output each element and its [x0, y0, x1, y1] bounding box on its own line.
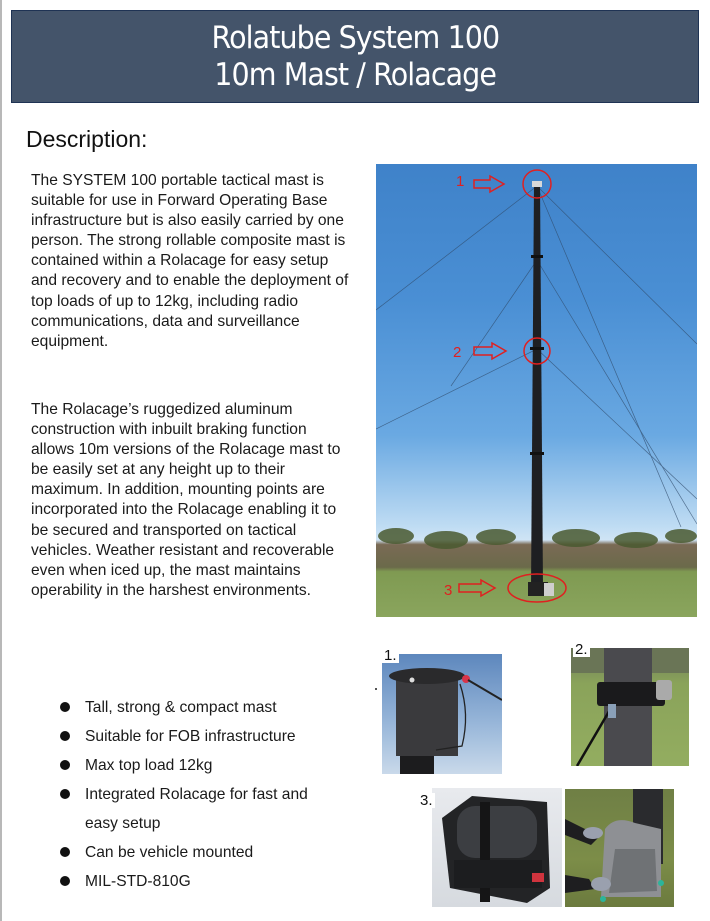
detail-photo-mast-head — [382, 654, 502, 774]
detail-label-2: 2. — [575, 641, 588, 658]
feature-item: Tall, strong & compact mast — [60, 693, 335, 722]
feature-item: Suitable for FOB infrastructure — [60, 722, 335, 751]
detail-photo-guy-collar — [571, 648, 689, 766]
description-paragraph-2: The Rolacage’s ruggedized aluminum construction with inbuilt braking function allows 10m versions of the Rolacage mast to be easily set at any height up to their maximum. In addition, mounting points are incorporated into the Rolacage enabling it to be secured and transported on tactical vehicles. Weather resistant and recoverable even when iced up, the mast maintains operability in the harshest environments. — [31, 401, 341, 599]
page-left-border — [0, 0, 2, 921]
feature-item: Max top load 12kg — [60, 751, 335, 780]
feature-item: Can be vehicle mounted — [60, 838, 335, 867]
description-paragraph-1: The SYSTEM 100 portable tactical mast is suitable for use in Forward Operating Base infrastructure but is also easily carried by one person. The strong rollable composite mast is contained within a Rolacage for easy setup and recovery and to enable the deployment of top loads of up to 12kg, including radio communications, data and surveillance equipment. — [31, 172, 349, 350]
feature-item: MIL-STD-810G — [60, 867, 335, 896]
title-banner — [11, 10, 699, 103]
mast-illustration — [376, 164, 697, 617]
description-heading: Description: — [26, 126, 148, 152]
guy-collar-illustration — [571, 648, 689, 766]
rolacage-setup-illustration — [565, 789, 674, 907]
title-line-1: Rolatube System 100 — [211, 19, 499, 56]
bullet-icon — [60, 789, 70, 799]
callout-label-1: 1 — [456, 173, 465, 190]
mast-head-illustration — [382, 654, 502, 774]
callout-label-2: 2 — [453, 344, 462, 361]
callout-label-3: 3 — [444, 582, 453, 599]
detail-photo-rolacage — [432, 788, 562, 907]
detail-label-3: 3. — [420, 792, 433, 809]
bullet-icon — [60, 702, 70, 712]
detail-label-1: 1. — [384, 647, 397, 664]
bullet-icon — [60, 847, 70, 857]
feature-list — [60, 693, 335, 896]
bullet-icon — [60, 731, 70, 741]
feature-item: Integrated Rolacage for fast and easy setup — [60, 780, 335, 838]
mast-photo — [376, 164, 697, 617]
detail-photo-rolacage-setup — [565, 789, 674, 907]
stray-mark — [375, 688, 377, 690]
title-line-2: 10m Mast / Rolacage — [214, 56, 496, 93]
bullet-icon — [60, 760, 70, 770]
rolacage-illustration — [432, 788, 562, 907]
bullet-icon — [60, 876, 70, 886]
